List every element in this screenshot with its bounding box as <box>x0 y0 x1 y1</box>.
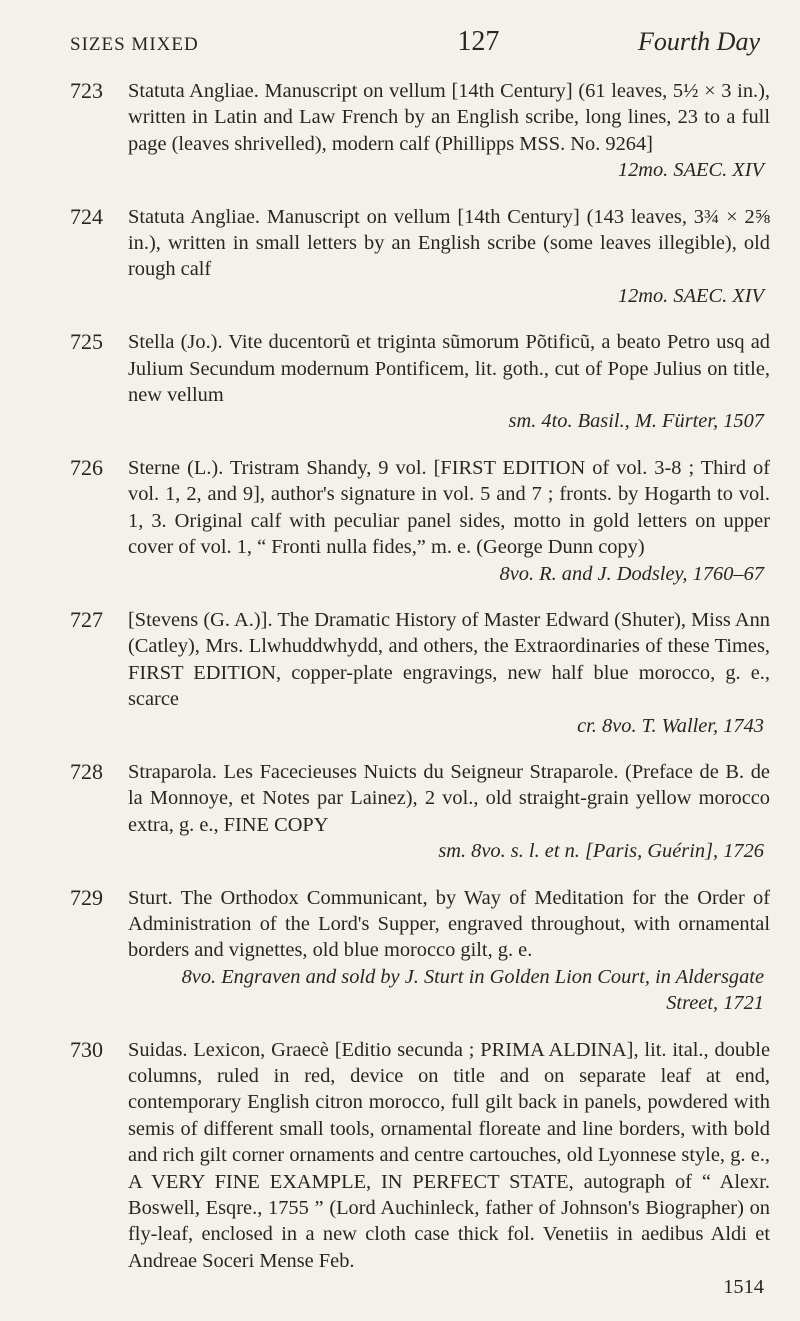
lot-number: 727 <box>70 606 103 632</box>
lot-entry <box>70 1037 770 1301</box>
lot-imprint: sm. 8vo. s. l. et n. [Paris, Guérin], 1726 <box>438 840 764 863</box>
lot-imprint: sm. 4to. Basil., M. Fürter, 1507 <box>508 410 764 433</box>
lot-number: 726 <box>70 454 103 480</box>
lot-entry <box>70 885 770 1017</box>
lot-number: 730 <box>70 1036 103 1062</box>
lot-imprint: 1514 <box>723 1276 764 1299</box>
lot-description: Suidas. Lexicon, Graecè [Editio secunda ; PRIMA ALDINA], lit. ital., double columns, ruled in red, device on title and on separate leaf at end, contemporary English citron morocco, full gilt back in panels, powdered with semis of different small tools, ornamental floreate and line borders, with bold and rich gilt corner ornaments and centre cartouches, old Lyonnese style, g. e., A VERY FINE EXAMPLE, IN PERFECT STATE, autograph of “ Alexr. Boswell, Esqre., 1755 ” (Lord Auchinleck, father of Johnson's Biographer) on fly-leaf, enclosed in a new cloth case thick fol. Venetiis in aedibus Aldi et Andreae Soceri Mense Feb. <box>128 1038 770 1272</box>
page-number: 127 <box>457 26 500 57</box>
lot-description: Statuta Angliae. Manuscript on vellum [14th Century] (143 leaves, 3¾ × 2⅝ in.), written in small letters by an English scribe (some leaves illegible), old rough calf <box>128 205 770 281</box>
lot-number: 723 <box>70 78 103 103</box>
lot-entry <box>70 78 770 184</box>
lot-list <box>70 78 770 1321</box>
lot-number: 729 <box>70 884 103 910</box>
lot-imprint: 12mo. SAEC. XIV <box>617 284 764 307</box>
lot-number: 725 <box>70 329 103 355</box>
lot-description: Stella (Jo.). Vite ducentorũ et triginta sũmorum Põtificũ, a beato Petro usq ad Julium Secundum modernum Pontificem, lit. goth., cut of Pope Julius on title, new vellum <box>128 331 770 407</box>
lot-description: Sturt. The Orthodox Communicant, by Way of Meditation for the Order of Administration of the Lord's Supper, engraved throughout, with ornamental borders and vignettes, old blue morocco gilt, g. e. <box>128 886 770 962</box>
lot-entry <box>70 455 770 587</box>
lot-number: 724 <box>70 203 103 229</box>
section-heading: SIZES MIXED <box>70 34 199 55</box>
lot-description: Straparola. Les Facecieuses Nuicts du Seigneur Straparole. (Preface de B. de la Monnoye, et Notes par Lainez), 2 vol., old straight-grain yellow morocco extra, g. e., FINE COPY <box>128 760 770 836</box>
lot-number: 728 <box>70 758 103 784</box>
lot-entry <box>70 759 770 865</box>
lot-description: Statuta Angliae. Manuscript on vellum [14th Century] (61 leaves, 5½ × 3 in.), written in Latin and Law French by an English scribe, long lines, 23 to a full page (leaves shrivelled), modern calf (Phillipps MSS. No. 9264] <box>128 80 770 155</box>
lot-entry <box>70 329 770 435</box>
lot-imprint: 8vo. R. and J. Dodsley, 1760–67 <box>499 562 764 585</box>
lot-description: [Stevens (G. A.)]. The Dramatic History of Master Edward (Shuter), Miss Ann (Catley), Mrs. Llwhuddwhydd, and others, the Extraordinaries of these Times, FIRST EDITION, copper-plate engravings, new half blue morocco, g. e., scarce <box>128 608 770 711</box>
page-header <box>70 26 760 58</box>
lot-entry <box>70 204 770 310</box>
lot-description: Sterne (L.). Tristram Shandy, 9 vol. [FIRST EDITION of vol. 3-8 ; Third of vol. 1, 2, and 9], author's signature in vol. 5 and 7 ; fronts. by Hogarth to vol. 1, 3. Original calf with peculiar panel sides, motto in gold letters on upper cover of vol. 1, “ Fronti nulla fides,” m. e. (George Dunn copy) <box>128 456 770 559</box>
lot-entry <box>70 607 770 739</box>
lot-imprint: 12mo. SAEC. XIV <box>617 159 764 182</box>
lot-imprint: cr. 8vo. T. Waller, 1743 <box>577 714 764 737</box>
lot-imprint: 8vo. Engraven and sold by J. Sturt in Golden Lion Court, in Aldersgate Street, 1721 <box>181 965 764 1015</box>
sale-day: Fourth Day <box>637 27 760 56</box>
